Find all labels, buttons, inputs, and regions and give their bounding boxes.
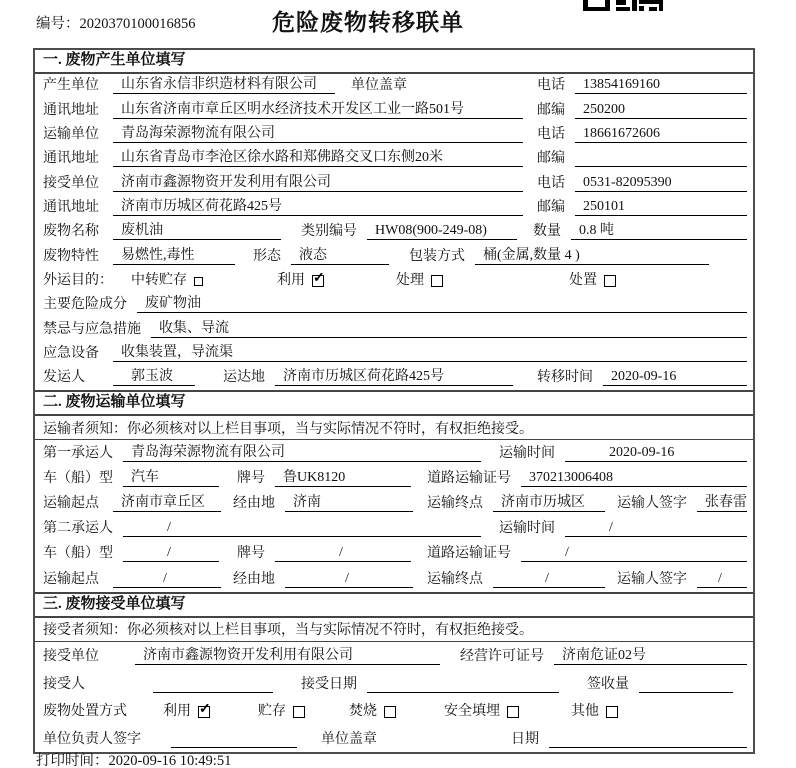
category-field: HW08(900-249-08) bbox=[367, 223, 517, 240]
receive-unit-row bbox=[35, 171, 753, 195]
checkbox-dispose bbox=[604, 275, 616, 287]
accept-person-row bbox=[35, 669, 753, 697]
vehicle1-type-field: 汽车 bbox=[123, 466, 219, 487]
route-via-label: 经由地 bbox=[233, 496, 275, 512]
route1-row bbox=[35, 491, 753, 516]
address-label: 通讯地址 bbox=[43, 151, 99, 167]
signature-row bbox=[35, 724, 753, 752]
transport-unit-row bbox=[35, 123, 753, 147]
checkbox-disposal-incinerate bbox=[384, 706, 396, 718]
section1-body bbox=[35, 74, 753, 390]
form-label: 形态 bbox=[253, 248, 281, 264]
print-time-label: 打印时间： bbox=[36, 753, 109, 768]
checkbox-utilize bbox=[312, 275, 324, 287]
road-license-label: 道路运输证号 bbox=[427, 470, 511, 486]
vehicle1-plate-field: 鲁UK8120 bbox=[275, 466, 411, 487]
emergency-measures-label: 禁忌与应急措施 bbox=[43, 321, 141, 337]
quantity-label: 数量 bbox=[533, 224, 561, 240]
disposal-method-label: 废物处置方式 bbox=[43, 704, 127, 720]
checkbox-treat bbox=[431, 275, 443, 287]
checkbox-disposal-landfill bbox=[507, 706, 519, 718]
route2-end-field: / bbox=[493, 571, 605, 588]
carrier2-time-field: / bbox=[565, 520, 747, 537]
date-label: 日期 bbox=[511, 731, 539, 747]
disposal-incinerate-label: 焚烧 bbox=[349, 704, 377, 720]
emergency-equipment-label: 应急设备 bbox=[43, 346, 99, 362]
producer-row bbox=[35, 74, 753, 98]
transporter-sign-label: 运输人签字 bbox=[617, 496, 687, 512]
zip-label: 邮编 bbox=[537, 151, 565, 167]
signed-amount-field bbox=[639, 676, 733, 693]
producer-zip-field: 250200 bbox=[575, 102, 747, 119]
quantity-field: 0.8 吨 bbox=[571, 219, 747, 240]
producer-field: 山东省永信非织造材料有限公司 bbox=[113, 73, 335, 94]
shipper-label: 发运人 bbox=[43, 370, 85, 386]
vehicle1-license-field: 370213006408 bbox=[521, 470, 747, 487]
section1-header: 一. 废物产生单位填写 bbox=[35, 50, 753, 74]
phone-label: 电话 bbox=[537, 175, 565, 191]
responsible-sign-label: 单位负责人签字 bbox=[43, 731, 141, 747]
carrier1-row bbox=[35, 440, 753, 465]
waste-traits-row bbox=[35, 244, 753, 268]
emergency-equipment-row bbox=[35, 342, 753, 366]
vehicle-type-label: 车（船）型 bbox=[43, 546, 113, 562]
transport-time-label: 运输时间 bbox=[499, 445, 555, 461]
emergency-measures-field: 收集、导流 bbox=[151, 317, 747, 338]
emergency-equipment-field: 收集装置，导流渠 bbox=[113, 341, 747, 362]
route1-sign-field: 张春雷 bbox=[697, 491, 747, 512]
packing-field: 桶(金属,数量 4 ) bbox=[475, 244, 709, 265]
receive-phone-field: 0531-82095390 bbox=[575, 175, 747, 192]
producer-phone-field: 13854169160 bbox=[575, 77, 747, 94]
checkbox-disposal-other bbox=[606, 706, 618, 718]
accept-person-field bbox=[153, 676, 273, 693]
section2-header: 二. 废物运输单位填写 bbox=[35, 390, 753, 416]
option-utilize-label: 利用 bbox=[277, 273, 305, 289]
producer-label: 产生单位 bbox=[43, 78, 99, 94]
route-end-label: 运输终点 bbox=[427, 571, 483, 587]
qr-code-fragment bbox=[583, 0, 663, 11]
receive-address-field: 济南市历城区荷花路425号 bbox=[113, 195, 523, 216]
plate-label: 牌号 bbox=[237, 546, 265, 562]
shipper-field: 郭玉波 bbox=[113, 365, 195, 386]
option-treat-label: 处理 bbox=[396, 273, 424, 289]
address-label: 通讯地址 bbox=[43, 200, 99, 216]
vehicle1-row bbox=[35, 466, 753, 491]
transport-unit-label: 运输单位 bbox=[43, 127, 99, 143]
disposal-other-label: 其他 bbox=[571, 704, 599, 720]
vehicle2-license-field: / bbox=[521, 545, 747, 562]
shipper-row bbox=[35, 366, 753, 390]
permit-field: 济南危证02号 bbox=[554, 644, 747, 665]
print-time-value: 2020-09-16 10:49:51 bbox=[108, 753, 232, 768]
category-label: 类别编号 bbox=[301, 224, 357, 240]
carrier2-field: / bbox=[123, 520, 481, 537]
waste-traits-field: 易燃性,毒性 bbox=[113, 244, 235, 265]
phone-label: 电话 bbox=[537, 127, 565, 143]
route-end-label: 运输终点 bbox=[427, 496, 483, 512]
route1-via-field: 济南 bbox=[285, 491, 413, 512]
accept-date-label: 接受日期 bbox=[301, 676, 357, 692]
vehicle-type-label: 车（船）型 bbox=[43, 470, 113, 486]
section3-notice: 接受者须知：你必须核对以上栏目事项，当与实际情况不符时，有权拒绝接受。 bbox=[35, 618, 753, 642]
producer-address-field: 山东省济南市章丘区明水经济技术开发区工业一路501号 bbox=[113, 98, 523, 119]
carrier2-row bbox=[35, 516, 753, 541]
disposal-method-row bbox=[35, 697, 753, 725]
transporter-sign-label: 运输人签字 bbox=[617, 571, 687, 587]
disposal-utilize-label: 利用 bbox=[163, 704, 191, 720]
vehicle2-type-field: / bbox=[123, 545, 219, 562]
section2-notice: 运输者须知：你必须核对以上栏目事项，当与实际情况不符时，有权拒绝接受。 bbox=[35, 416, 753, 440]
zip-label: 邮编 bbox=[537, 200, 565, 216]
route2-row bbox=[35, 566, 753, 591]
transport-phone-field: 18661672606 bbox=[575, 126, 747, 143]
date-field bbox=[549, 731, 747, 748]
hazard-row bbox=[35, 293, 753, 317]
phone-label: 电话 bbox=[537, 78, 565, 94]
route1-start-field: 济南市章丘区 bbox=[113, 491, 221, 512]
section3-header: 三. 废物接受单位填写 bbox=[35, 592, 753, 618]
disposal-landfill-label: 安全填埋 bbox=[444, 704, 500, 720]
transport-zip-field bbox=[575, 150, 747, 167]
accept-unit-field: 济南市鑫源物资开发利用有限公司 bbox=[135, 644, 440, 665]
carrier1-label: 第一承运人 bbox=[43, 445, 113, 461]
waste-name-label: 废物名称 bbox=[43, 224, 99, 240]
transfer-time-label: 转移时间 bbox=[537, 370, 593, 386]
producer-address-row bbox=[35, 98, 753, 122]
destination-field: 济南市历城区荷花路425号 bbox=[275, 365, 513, 386]
responsible-sign-field bbox=[171, 731, 297, 748]
accept-unit-label: 接受单位 bbox=[43, 649, 99, 665]
manifest-form bbox=[33, 48, 755, 754]
transport-unit-field: 青岛海荣源物流有限公司 bbox=[113, 122, 523, 143]
hazard-field: 废矿物油 bbox=[137, 292, 747, 313]
zip-label: 邮编 bbox=[537, 102, 565, 118]
address-label: 通讯地址 bbox=[43, 102, 99, 118]
form-field: 液态 bbox=[291, 244, 389, 265]
doc-number-label: 编号： bbox=[36, 16, 80, 32]
option-transfer-storage-label: 中转贮存 bbox=[131, 273, 187, 289]
section2-body bbox=[35, 440, 753, 591]
route2-via-field: / bbox=[285, 571, 413, 588]
road-license-label: 道路运输证号 bbox=[427, 546, 511, 562]
plate-label: 牌号 bbox=[237, 470, 265, 486]
waste-name-row bbox=[35, 220, 753, 244]
emergency-measures-row bbox=[35, 317, 753, 341]
hazard-label: 主要危险成分 bbox=[43, 297, 127, 313]
route2-start-field: / bbox=[113, 571, 221, 588]
waste-traits-label: 废物特性 bbox=[43, 248, 99, 264]
route-start-label: 运输起点 bbox=[43, 496, 99, 512]
receive-zip-field: 250101 bbox=[575, 199, 747, 216]
disposal-store-label: 贮存 bbox=[258, 704, 286, 720]
route2-sign-field: / bbox=[697, 571, 747, 588]
accept-date-field bbox=[367, 676, 559, 693]
permit-label: 经营许可证号 bbox=[460, 649, 544, 665]
carrier2-label: 第二承运人 bbox=[43, 521, 113, 537]
accept-person-label: 接受人 bbox=[43, 676, 85, 692]
unit-stamp-label: 单位盖章 bbox=[321, 731, 377, 747]
purpose-label: 外运目的： bbox=[43, 273, 113, 289]
transport-address-row bbox=[35, 147, 753, 171]
vehicle2-row bbox=[35, 541, 753, 566]
vehicle2-plate-field: / bbox=[275, 545, 411, 562]
page-title: 危险废物转移联单 bbox=[272, 10, 464, 35]
section3-body bbox=[35, 642, 753, 752]
receive-unit-field: 济南市鑫源物资开发利用有限公司 bbox=[113, 171, 523, 192]
destination-label: 运达地 bbox=[223, 370, 265, 386]
route-via-label: 经由地 bbox=[233, 571, 275, 587]
doc-number-value: 2020370100016856 bbox=[79, 16, 196, 32]
carrier1-field: 青岛海荣源物流有限公司 bbox=[123, 441, 481, 462]
carrier1-time-field: 2020-09-16 bbox=[565, 445, 747, 462]
signed-amount-label: 签收量 bbox=[587, 676, 629, 692]
transfer-time-field: 2020-09-16 bbox=[603, 369, 747, 386]
checkbox-disposal-store bbox=[293, 706, 305, 718]
receive-address-row bbox=[35, 196, 753, 220]
transport-time-label: 运输时间 bbox=[499, 521, 555, 537]
print-time bbox=[36, 749, 231, 768]
packing-label: 包装方式 bbox=[409, 248, 465, 264]
checkbox-disposal-utilize bbox=[198, 706, 210, 718]
stamp-label: 单位盖章 bbox=[351, 78, 407, 94]
purpose-row bbox=[35, 269, 753, 293]
checkbox-transfer-storage bbox=[194, 277, 203, 286]
accept-unit-row bbox=[35, 642, 753, 670]
route1-end-field: 济南市历城区 bbox=[493, 491, 605, 512]
option-dispose-label: 处置 bbox=[569, 273, 597, 289]
receive-unit-label: 接受单位 bbox=[43, 175, 99, 191]
route-start-label: 运输起点 bbox=[43, 571, 99, 587]
transport-address-field: 山东省青岛市李沧区徐水路和郑佛路交叉口东侧20米 bbox=[113, 146, 523, 167]
waste-name-field: 废机油 bbox=[113, 219, 281, 240]
